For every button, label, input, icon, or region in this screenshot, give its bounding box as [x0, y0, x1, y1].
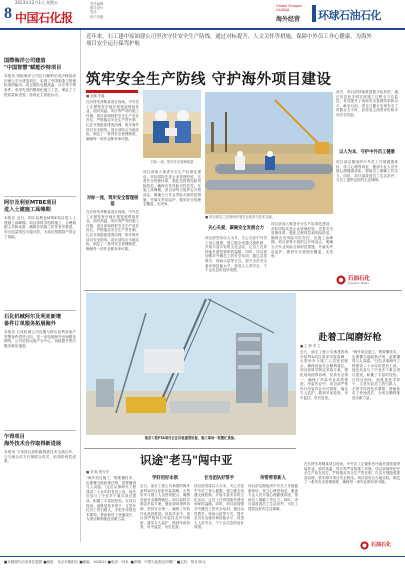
title-line: 备件订单服务拓展海外: [4, 320, 56, 327]
sidebar-story-body: 本报讯 国际海洋公司近日顺利完成沙特某油田海上平台建造项目，实现了中国制造与管理标准的输出。项目团队克服高温、沙尘等不利条件，采用先进的模块化施工工艺，保证了工程质量和进度，得到业主高度认可。: [4, 74, 76, 97]
sidebar-story-body: 本报讯 近日，阿尔及利亚MTBE项目进入土建施工高峰期。项目部科学组织施工，合理调配人员和设备，确保各项施工任务有序推进，安全质量管控平稳可控，为项目按期投产奠定了基础。: [4, 216, 76, 239]
sidebar-story-body: 本报讯 乍得项目部积极推进技术交流合作，与当地合作方开展联合攻关，取得阶段性成果。: [4, 450, 76, 464]
meta-line: 电子信箱：: [90, 14, 107, 19]
article-column: 此外，项目部持续推进数字化转型，通过信息化手段实现施工过程全方位监控，有效提升了现场安全管理效率和水平。截至目前，项目已累计实现安全工时数百万小时，获得业主高度评价和多项安全奖励。: [336, 90, 398, 117]
article-column: 项目部坚持以人为本，关心关爱中外员工身心健康，建立健全沟通交流机制，开展丰富多彩的文化活动，让员工在异国他乡感受到家的温暖。同时，项目部加强对外籍员工的安全培训，通过双语教学、现场示范等方式，提升全员安全意识和技能水平，营造人人讲安全、个个会应急的良好氛围。: [205, 236, 267, 273]
page-header: [0, 0, 405, 30]
article-column: 项目部深入推进安全生产标准化建设，对标国际先进企业管理经验，完善安全管理体系，强化过程管控和风险防范，确保各类风险可控在控。在施工高峰期，项目部每天组织召开班前会，明确当天作业风险点和防范措施，并落实旁站监护，做到安全管理全覆盖、无死角。: [143, 170, 201, 207]
title-line: 进入土建施工高峰期: [4, 206, 51, 213]
title-line: 乍得项目: [4, 434, 25, 440]
page-footer: [0, 556, 405, 576]
title-line: 海外技术合作取得新进展: [4, 440, 62, 447]
sidebar-story-title: [4, 314, 61, 327]
article-column: 项目部坚持以人为本，关心关爱中外员工身心健康，建立健全沟通交流机制，开展丰富多彩的文化活动，让员工在异国他乡感受到家的温暖。同时，项目部加强对外籍员工的安全培训，通过双语教学、现场示范等方式，提升全员安全意识和技能水平，营造人人讲安全、个个会应急的良好氛围。: [194, 484, 244, 530]
section-title: 环球石油石化: [318, 10, 381, 22]
date-line: 2023年12月1日 星期五: [15, 0, 59, 5]
accent-bar: [86, 90, 138, 93]
footer-text: ■本版图片由各单位提供 ■地址：北京市朝阳区 ■邮编：100011 ■电话：010- ■印刷：中国石化报社印刷厂 ■定价：每月30元: [4, 560, 206, 564]
bottom-headline: 识途"老马"闯中亚: [140, 453, 233, 467]
news-sidebar: [0, 30, 81, 542]
page-number: 8: [4, 5, 12, 22]
workers-photo: [143, 90, 201, 158]
title-line: 石化机械阿尔及利亚新增: [4, 314, 62, 320]
badge-sub: Sinopec News: [348, 281, 369, 285]
globe-icon: [336, 275, 346, 285]
divider: [4, 196, 76, 197]
crane-photo: [86, 293, 296, 435]
byline: ■ 赵鹏 李鑫: [86, 94, 105, 98]
brand-line: Global Sinopec: [276, 4, 303, 8]
crane-photo-graphic: [86, 293, 296, 435]
article-column: 项目部定期组织中外员工开展健康体检，设立心理咨询室，邀请专业人员开展心理健康讲座，帮助员工缓解工作压力。同时，项目部改善员工生活条件，为员工提供良好的生活保障。: [248, 484, 298, 511]
article-column: 在沙特朱拜勒某项目现场，中外员工正紧张有序地开展管道焊接作业。面对高温、风沙等严苛的施工环境，项目部始终把安全生产放在首位，严格落实安全生产责任制，扎实开展隐患排查治理，筑牢海外项目安全防线。项目部结合当地实际，制定了一系列安全管理制度，确保每一项作业都有章可循。: [86, 100, 139, 141]
pipeline-photo: [205, 92, 333, 214]
title-line: 国際海洋公司建造: [4, 58, 46, 64]
sinopec-badge: [336, 274, 398, 286]
divider: [4, 310, 76, 311]
photo-caption: ■ 项目部员工在现场开展安全检查与技术交流。: [205, 215, 276, 219]
globe-icon: [360, 541, 369, 550]
subhead: 传帮带育新人: [260, 476, 286, 481]
feature-deck: 近年来，石工建中原油建公司坚决守住安全生产防线，通过对标提升、人文关怀等措施，保障中外员工身心健康，为海外项目安全运行保驾护航: [86, 34, 372, 47]
article-column: 近日，南京工程公司承建的海外某PTA项目迎来吊装高峰，大型吊车与施工人员密切配合，确保设备安全顺利就位。项目部科学制定吊装方案，强化现场指挥协调，坚持安全第一，确保了吊装作业高效推进。吊装作业中，项目部严格执行吊装作业许可制度，落实专人监护，做到吊前检查、吊中监控、吊后复查。: [140, 484, 190, 530]
header-meta: [90, 2, 210, 19]
subhead: 学好用好本领: [152, 476, 178, 481]
badge-title: 石油石化: [348, 276, 371, 282]
article-column: 近日，南京工程公司承建的海外某PTA项目迎来吊装高峰，大型吊车与施工人员密切配合，确保设备安全顺利就位。项目部科学制定吊装方案，强化现场指挥协调，坚持安全第一，确保了吊装作业高效推进。吊装作业中，项目部严格执行吊装作业许可制度，落实专人监护，做到吊前检查、吊中监控、吊后复查。: [300, 350, 348, 400]
title-line: "中国智慧"赋能沙特项目: [4, 64, 62, 71]
subhead: 对标一流，筑牢安全管理根基: [86, 196, 139, 207]
brand-logo: [276, 4, 302, 12]
subhead: 关心关爱，凝聚安全发展合力: [208, 226, 264, 231]
paper-name: 中国石化报: [15, 11, 73, 25]
article-column: "海外项目施工，既要懂技术，也要懂当地政策法规，更要懂得与人沟通。"这位从事海外工程建设二十余年的老员工说。他先后参与了中亚多个重点项目建设，积累了丰富的经验。在项目现场，他既是技术骨干，又是年轻员工的引路人，手把手传授技术要领，帮助新员工快速成长，为项目顺利推进贡献力量。: [86, 476, 136, 522]
meta-line: 电话：: [90, 10, 100, 15]
brand-line: GLOBAL: [276, 8, 291, 12]
subhead: 以人为本，守护中外员工健康: [339, 150, 395, 155]
section-sub: 海外经营: [276, 16, 301, 23]
crane-caption: 南京工程PTA项目正在吊装重型设备，施工现场一派繁忙景象。: [144, 436, 238, 440]
article-headline: 赴着工闻磨好枪: [318, 333, 382, 343]
feature-headline: 筑牢安全生产防线 守护海外项目建设: [86, 72, 332, 88]
sidebar-story-title: [4, 200, 57, 213]
sidebar-story-title: [4, 434, 61, 447]
section-bar: [312, 5, 316, 22]
badge-title: 石油石化: [371, 542, 392, 548]
subhead: 甘当团队好帮手: [203, 476, 235, 481]
article-column: 项目部定期组织中外员工开展健康体检，设立心理咨询室，邀请专业人员开展心理健康讲座，帮助员工缓解工作压力。同时，项目部改善员工生活条件，为员工提供良好的生活保障。: [336, 160, 398, 183]
article-column: 项目部深入推进安全生产标准化建设，对标国际先进企业管理经验，完善安全管理体系，强化过程管控和风险防范，确保各类风险可控在控。在施工高峰期，项目部每天组织召开班前会，明确当天作业风险点和防范措施，并落实旁站监护，做到安全管理全覆盖、无死角。: [271, 222, 333, 259]
meta-line: 版式设计：: [90, 6, 107, 11]
meta-line: 责任编辑：: [90, 2, 107, 6]
sinopec-badge: [360, 540, 400, 552]
section-divider: [84, 290, 402, 291]
sidebar-story-title: [4, 58, 61, 71]
title-line: 阿尔及利亚MTBE项目: [4, 200, 57, 206]
byline: ■ 刘 畅 贾光华: [86, 470, 109, 474]
divider: [4, 430, 76, 431]
article-column: "海外项目施工，既要懂技术，也要懂当地政策法规，更要懂得与人沟通。"这位从事海外工程建设二十余年的老员工说。他先后参与了中亚多个重点项目建设，积累了丰富的经验。在项目现场，他既是技术骨干，又是年轻员工的引路人，手把手传授技术要领，帮助新员工快速成长，为项目顺利推进贡献力量。: [352, 350, 400, 400]
pipeline-photo-graphic: [205, 92, 333, 214]
section-divider: [84, 448, 296, 449]
article-column: 在沙特朱拜勒某项目现场，中外员工正紧张有序地开展管道焊接作业。面对高温、风沙等严苛的施工环境，项目部始终把安全生产放在首位，严格落实安全生产责任制，扎实开展隐患排查治理，筑牢海外项目安全防线。项目部结合当地实际，制定了一系列安全管理制度，确保每一项作业都有章可循。: [304, 462, 400, 485]
article-column: 在沙特朱拜勒某项目现场，中外员工正紧张有序地开展管道焊接作业。面对高温、风沙等严苛的施工环境，项目部始终把安全生产放在首位，严格落实安全生产责任制，扎实开展隐患排查治理，筑牢海外项目安全防线。项目部结合当地实际，制定了一系列安全管理制度，确保每一项作业都有章可循。: [86, 210, 139, 251]
byline: ■ 王 静 李 立: [300, 344, 321, 348]
workers-photo-graphic: [143, 90, 201, 158]
sidebar-story-body: 本报讯 石化机械公司近期与阿尔及利亚客户签署备件供货合同，进一步拓展海外市场服务网络。公司坚持以客户为中心，持续提升售后服务响应速度。: [4, 330, 76, 349]
photo-caption: 对标一流，筑牢安全管理根基: [150, 160, 194, 164]
